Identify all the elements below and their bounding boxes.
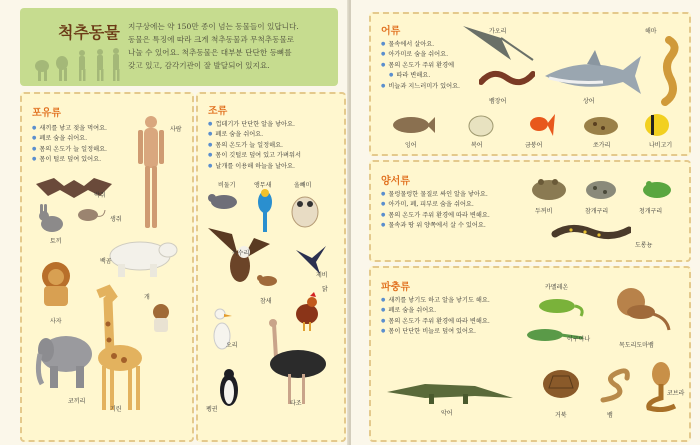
mammals-section [20,92,194,442]
stingray-illustration-icon [461,20,535,66]
fish-section [369,12,691,156]
shark-illustration-icon [543,50,643,98]
reptiles-heading: 파충류 [381,282,410,293]
label-owl: 올빼미 [294,182,312,189]
giraffe-illustration-icon [84,284,150,414]
lion-illustration-icon [34,260,80,310]
label-eagle: 독수리 [232,250,250,257]
label-rooster: 닭 [322,286,328,293]
owl-illustration-icon [290,190,320,228]
label-goldfish: 금붕어 [525,142,543,149]
amphibians-heading: 양서류 [381,176,410,187]
reptiles-section [369,266,691,442]
mandarin-fish-illustration-icon [581,112,623,138]
fish-bullets: ● 물속에서 살아요. ● 아가미로 숨을 쉬어요. ● 몸의 온도가 주위 환경에 ● 따라 변해요. ● 비늘과 지느러미가 있어요. [381,40,471,92]
rabbit-illustration-icon [36,202,68,234]
human-illustration-icon [135,114,167,234]
butterflyfish-illustration-icon [643,112,671,138]
label-tree-frog: 청개구리 [639,208,663,215]
label-seahorse: 해마 [645,28,657,35]
label-sparrow: 참새 [260,298,272,305]
label-mouse: 생쥐 [110,216,122,223]
label-frog: 참개구리 [585,208,609,215]
tree-frog-illustration-icon [639,176,675,202]
goldfish-illustration-icon [527,112,555,138]
crocodile-illustration-icon [385,372,515,406]
bat-illustration-icon [34,174,114,204]
carp-illustration-icon [391,114,435,136]
label-stingray: 가오리 [489,28,507,35]
label-pigeon: 비둘기 [218,182,236,189]
label-bat: 박쥐 [94,192,106,199]
pigeon-illustration-icon [206,190,244,212]
toad-illustration-icon [529,174,569,202]
polar-bear-illustration-icon [100,236,178,278]
label-carp: 잉어 [405,142,417,149]
label-salamander: 도롱뇽 [635,242,653,249]
dog-illustration-icon [148,302,174,334]
pufferfish-illustration-icon [467,114,497,138]
label-rabbit: 토끼 [50,238,62,245]
label-iguana: 이구아나 [567,336,591,343]
eel-illustration-icon [479,64,535,94]
intro-text: 지구상에는 약 150만 종이 넘는 동물들이 있답니다. 동물은 특징에 따라 크게 척추동물과 무척추동물로 나눌 수 있어요. 척추동물은 대부분 단단한 등뼈를 갖고 있고, 감각기관이 잘 발달되어 있지요. [128,22,299,70]
amphibians-section [369,160,691,262]
label-cobra: 코브라 [667,390,685,397]
sparrow-illustration-icon [256,272,280,288]
mouse-illustration-icon [76,206,106,222]
label-chameleon: 카멜레온 [545,284,569,291]
turtle-illustration-icon [539,366,583,402]
page-title: 척추동물 [58,23,120,42]
label-polar-bear: 백곰 [100,258,112,265]
birds-heading: 조류 [208,106,228,117]
mammals-heading: 포유류 [32,108,61,119]
salamander-illustration-icon [551,220,631,246]
label-duck: 오리 [226,342,238,349]
amphibians-bullets: ● 물렁물렁한 물질로 싸인 알을 낳아요. ● 아가미, 폐, 피부로 숨을 쉬어요. ● 몸의 온도가 주위 환경에 따라 변해요. ● 물속과 땅 위 양쪽에서 살 수 있어요. [381,190,531,232]
label-elephant: 코끼리 [68,398,86,405]
label-frilled-lizard: 목도리도마뱀 [619,342,654,349]
label-crocodile: 악어 [441,410,453,417]
fish-heading: 어류 [381,26,401,37]
frog-illustration-icon [583,174,619,202]
penguin-illustration-icon [218,368,240,408]
label-lion: 사자 [50,318,62,325]
label-toad: 두꺼비 [535,208,553,215]
ostrich-illustration-icon [258,318,334,406]
label-butterflyfish: 나비고기 [649,142,673,149]
seahorse-illustration-icon [653,36,681,106]
evolution-silhouette-icon [32,48,122,82]
label-snake: 뱀 [607,412,613,419]
label-dog: 개 [144,294,150,301]
chameleon-illustration-icon [531,294,587,318]
label-turtle: 거북 [555,412,567,419]
label-human: 사람 [170,126,182,133]
cobra-illustration-icon [639,360,681,412]
label-penguin: 펭귄 [206,406,218,413]
title-box [20,8,338,86]
label-swallow: 제비 [316,272,328,279]
birds-bullets: ● 껍데기가 단단한 알을 낳아요. ● 폐로 숨을 쉬어요. ● 몸의 온도가 늘 일정해요. ● 몸이 깃털로 덮여 있고 가벼워서 ● 날개를 이용해 하늘을 날아요. [208,120,344,172]
label-mandarin-fish: 쏘가리 [593,142,611,149]
label-eel: 뱀장어 [489,98,507,105]
label-parrot: 앵무새 [254,182,272,189]
frilled-lizard-illustration-icon [611,282,671,332]
left-page [0,0,349,445]
snake-illustration-icon [597,366,633,404]
mammals-bullets: ● 새끼를 낳고 젖을 먹여요. ● 폐로 숨을 쉬어요. ● 몸의 온도가 늘 일정해요. ● 몸이 털로 덮여 있어요. [32,124,152,166]
label-shark: 상어 [583,98,595,105]
label-ostrich: 타조 [290,400,302,407]
reptiles-bullets: ● 새끼를 낳기도 하고 알을 낳기도 해요. ● 폐로 숨을 쉬어요. ● 몸의 온도가 주위 환경에 따라 변해요. ● 몸이 단단한 비늘로 덮여 있어요. [381,296,531,338]
label-pufferfish: 복어 [471,142,483,149]
birds-section [196,92,346,442]
right-page [351,0,700,445]
label-giraffe: 기린 [110,406,122,413]
